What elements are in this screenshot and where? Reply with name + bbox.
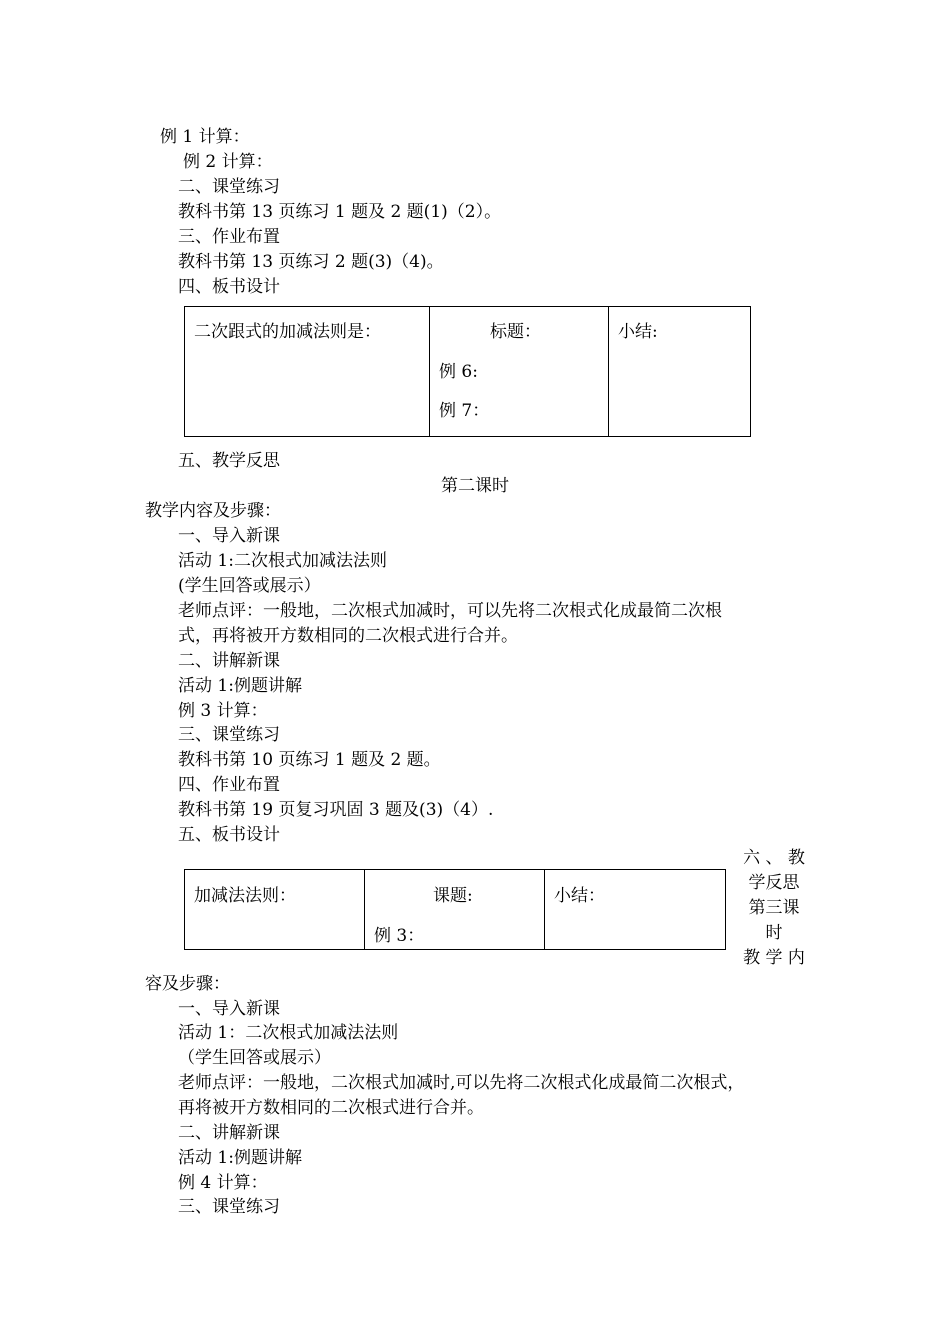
- intro-heading-3: 一、导入新课: [178, 999, 280, 1019]
- side-line-4: 时: [765, 923, 783, 943]
- board-design-table-1: [184, 306, 751, 437]
- teacher-comment-2a: 老师点评：一般地，二次根式加减时，可以先将二次根式化成最简二次根: [178, 601, 722, 621]
- board-cell-summary: [609, 307, 751, 437]
- explain-heading-2: 二、讲解新课: [178, 651, 280, 671]
- board-title-label: 标题：: [490, 322, 541, 342]
- board2-rules-label: 加减法法则：: [194, 886, 296, 906]
- board-design-table-2: [184, 869, 726, 950]
- side-line-1: 六 、 教: [743, 848, 805, 868]
- explain-heading-3: 二、讲解新课: [178, 1123, 280, 1143]
- steps-heading-2: 教学内容及步骤：: [145, 501, 281, 521]
- practice-heading-2: 三、课堂练习: [178, 725, 280, 745]
- activity-1-examples-2: 活动 1:例题讲解: [178, 676, 302, 696]
- example-4: 例 4 计算：: [178, 1173, 268, 1193]
- board-heading-1: 四、板书设计: [178, 277, 280, 297]
- student-response-3: （学生回答或展示）: [178, 1048, 331, 1068]
- activity-1-rules-3: 活动 1：二次根式加减法法则: [178, 1023, 399, 1043]
- side-line-3: 第三课: [748, 898, 800, 918]
- board2-cell-rules: [185, 870, 365, 950]
- activity-1-rules-2: 活动 1:二次根式加减法法则: [178, 551, 387, 571]
- board-rules-label: 二次跟式的加减法则是：: [194, 322, 381, 342]
- side-line-2: 学反思: [748, 873, 800, 893]
- student-response-2: (学生回答或展示）: [178, 576, 321, 596]
- reflection-heading-1: 五、教学反思: [178, 451, 280, 471]
- example-1: 例 1 计算：: [160, 127, 250, 147]
- board-summary-label: 小结:: [618, 322, 658, 342]
- board2-cell-summary: [545, 870, 726, 950]
- board-example-6: 例 6:: [439, 362, 478, 382]
- practice-text-1: 教科书第 13 页练习 1 题及 2 题(1)（2）。: [178, 202, 502, 222]
- side-wrapped-text: [738, 846, 810, 971]
- board2-title-label: 课题:: [433, 886, 473, 906]
- practice-text-2: 教科书第 10 页练习 1 题及 2 题。: [178, 750, 441, 770]
- steps-heading-3: 容及步骤：: [145, 974, 230, 994]
- homework-heading-1: 三、作业布置: [178, 227, 280, 247]
- practice-heading-3: 三、课堂练习: [178, 1197, 280, 1217]
- homework-text-2: 教科书第 19 页复习巩固 3 题及(3)（4）.: [178, 800, 494, 820]
- board2-cell-title: [365, 870, 545, 950]
- practice-heading-1: 二、课堂练习: [178, 177, 280, 197]
- board-heading-2: 五、板书设计: [178, 825, 280, 845]
- teacher-comment-3b: 再将被开方数相同的二次根式进行合并。: [178, 1098, 484, 1118]
- lesson-2-title: 第二课时: [441, 476, 509, 496]
- board-cell-rules: [185, 307, 430, 437]
- homework-heading-2: 四、作业布置: [178, 775, 280, 795]
- homework-text-1: 教科书第 13 页练习 2 题(3)（4)。: [178, 252, 444, 272]
- board2-summary-label: 小结：: [554, 886, 605, 906]
- board-example-7: 例 7：: [439, 401, 490, 421]
- side-line-5: 教 学 内: [743, 948, 805, 968]
- board2-example-3: 例 3：: [374, 926, 425, 946]
- teacher-comment-3a: 老师点评：一般地，二次根式加减时,可以先将二次根式化成最简二次根式，: [178, 1073, 745, 1093]
- example-3: 例 3 计算：: [178, 701, 268, 721]
- activity-1-examples-3: 活动 1:例题讲解: [178, 1148, 302, 1168]
- intro-heading-2: 一、导入新课: [178, 526, 280, 546]
- teacher-comment-2b: 式，再将被开方数相同的二次根式进行合并。: [178, 626, 518, 646]
- board-cell-title: [430, 307, 609, 437]
- example-2: 例 2 计算：: [183, 152, 273, 172]
